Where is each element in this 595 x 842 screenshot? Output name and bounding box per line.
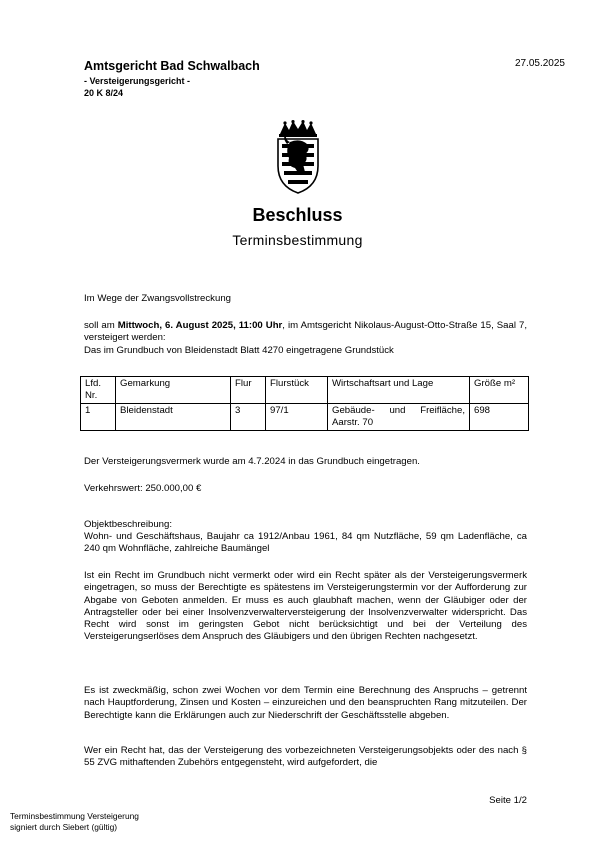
table-header-row — [81, 377, 529, 404]
notice-paragraph-2: Es ist zweckmäßig, schon zwei Wochen vor dem Termin eine Berechnung des Anspruchs – getrennt nach Hauptforderung, Zinsen und Kosten – einzureichen und den beanspruchten Rang mitzuteilen. Der Berechtigte kann die Erklärungen auch zur Niederschrift der Geschäftsstelle abgeben. — [84, 685, 527, 721]
notice-paragraph-3: Wer ein Recht hat, das der Versteigerung des vorbezeichneten Versteigerungsobjekts oder des nach § 55 ZVG mithaftenden Zubehörs entgegensteht, wird aufgefordert, die — [84, 745, 527, 769]
schedule-prefix: soll am — [84, 320, 118, 331]
registry-line: Das im Grundbuch von Bleidenstadt Blatt 4270 eingetragene Grundstück — [84, 345, 394, 356]
footer-document-type: Terminsbestimmung Versteigerung — [10, 811, 139, 821]
auction-datetime: Mittwoch, 6. August 2025, 11:00 Uhr — [117, 320, 283, 331]
footer-signature-note: signiert durch Siebert (gültig) — [10, 822, 118, 832]
col-header-lfd-nr: Lfd. Nr. — [81, 377, 116, 404]
col-header-groesse: Größe m² — [470, 377, 529, 404]
court-name: Amtsgericht Bad Schwalbach — [84, 59, 260, 73]
col-header-wirtschaftsart: Wirtschaftsart und Lage — [328, 377, 470, 404]
cell-flurstueck: 97/1 — [266, 404, 328, 431]
document-title: Beschluss — [252, 205, 343, 225]
object-description-label: Objektbeschreibung: — [84, 519, 172, 530]
cell-gemarkung: Bleidenstadt — [116, 404, 231, 431]
hesse-lion-coat-of-arms-icon — [275, 120, 321, 194]
register-note: Der Versteigerungsvermerk wurde am 4.7.2024 in das Grundbuch eingetragen. — [84, 456, 420, 467]
schedule-suffix: , im Amtsgericht Nikolaus-August-Otto-Straße 15, Saal 7, versteigert werden: — [84, 320, 527, 344]
parcel-table — [80, 376, 529, 431]
table-row — [81, 404, 529, 431]
document-subtitle: Terminsbestimmung — [232, 232, 363, 248]
cell-lfd-nr: 1 — [81, 404, 116, 431]
notice-paragraph-1: Ist ein Recht im Grundbuch nicht vermerkt oder wird ein Recht später als der Versteigerungsvermerk eingetragen, so muss der Berechtigte es spätestens im Versteigerungstermin vor der Aufforderung zur Abgabe von Geboten anmelden. Er muss es auch glaubhaft machen, wenn der Gläubiger oder der Antragsteller oder bei einer Insolvenzverwalterversteigerung der Insolvenzverwalter widerspricht. Das Recht wird sonst im geringsten Gebot nicht berücksichtigt und bei der Verteilung des Versteigerungserlöses dem Anspruch des Gläubigers und den übrigen Rechten nachgesetzt. — [84, 570, 527, 643]
object-description-text: Wohn- und Geschäftshaus, Baujahr ca 1912/Anbau 1961, 84 qm Nutzfläche, 59 qm Ladenfläche, ca 240 qm Wohnfläche, zahlreiche Baumängel — [84, 531, 527, 555]
market-value: Verkehrswert: 250.000,00 € — [84, 483, 202, 494]
court-department: - Versteigerungsgericht - — [84, 76, 191, 86]
col-header-flurstueck: Flurstück — [266, 377, 328, 404]
page-number: Seite 1/2 — [489, 795, 527, 806]
col-header-flur: Flur — [231, 377, 266, 404]
cell-flur: 3 — [231, 404, 266, 431]
case-number: 20 K 8/24 — [84, 88, 124, 98]
intro-text: Im Wege der Zwangsvollstreckung — [84, 293, 231, 304]
schedule-paragraph — [84, 320, 527, 345]
cell-wirtschaftsart: Gebäude- und Freifläche, Aarstr. 70 — [328, 404, 470, 431]
col-header-gemarkung: Gemarkung — [116, 377, 231, 404]
document-date: 27.05.2025 — [514, 58, 565, 69]
cell-groesse: 698 — [470, 404, 529, 431]
